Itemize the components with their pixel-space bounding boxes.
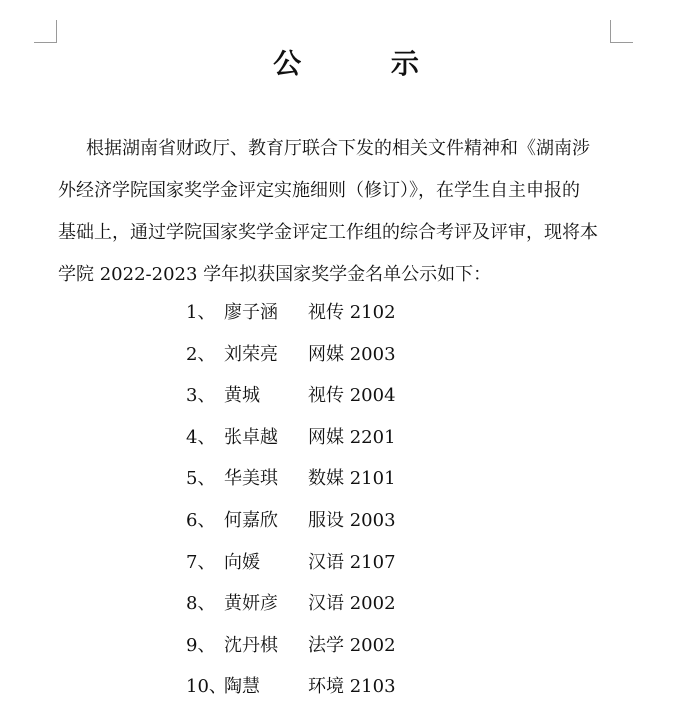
list-item-class: 网媒 2201 [308, 426, 396, 448]
list-item-number: 5、 [186, 468, 216, 490]
list-item-number: 7、 [186, 551, 216, 573]
list-item-number: 1、 [186, 302, 216, 323]
crop-mark-top-right [610, 20, 633, 43]
list-item-class: 数媒 2101 [308, 468, 396, 490]
paragraph-line: 基础上，通过学院国家奖学金评定工作组的综合考评及评审，现将本 [58, 222, 598, 243]
list-item [186, 542, 428, 584]
list-item-number: 4、 [186, 426, 216, 448]
list-item-class: 环境 2103 [308, 676, 396, 698]
list-item [186, 292, 428, 334]
list-item-number: 2、 [186, 343, 216, 365]
list-item [186, 583, 428, 625]
list-item-name: 何嘉欣 [224, 509, 278, 531]
list-item-name: 向媛 [224, 551, 260, 573]
announcement-paragraph [58, 128, 624, 296]
list-item-class: 法学 2002 [308, 634, 396, 656]
list-item [186, 417, 428, 459]
list-item-name: 陶慧 [224, 676, 260, 698]
list-item [186, 666, 428, 708]
list-item-name: 华美琪 [224, 468, 278, 490]
list-item [186, 375, 428, 417]
list-item [186, 625, 428, 667]
list-item-class: 服设 2003 [308, 509, 396, 531]
list-item-number: 6、 [186, 509, 216, 531]
list-item-name: 黄城 [224, 385, 260, 407]
paragraph-line: 外经济学院国家奖学金评定实施细则（修订）》，在学生自主申报的 [58, 180, 580, 201]
list-item-number: 3、 [186, 385, 216, 407]
list-item-number: 9、 [186, 634, 216, 656]
scholarship-list [186, 292, 428, 708]
list-item-class: 汉语 2002 [308, 593, 396, 615]
list-item-name: 廖子涵 [224, 302, 278, 323]
list-item-class: 汉语 2107 [308, 551, 396, 573]
list-item-class: 视传 2004 [308, 385, 396, 407]
list-item-name: 沈丹棋 [224, 634, 278, 656]
list-item-class: 网媒 2003 [308, 343, 396, 365]
list-item [186, 334, 428, 376]
list-item [186, 458, 428, 500]
list-item-name: 刘荣亮 [224, 343, 278, 365]
list-item [186, 500, 428, 542]
list-item-number: 8、 [186, 593, 216, 615]
list-item-name: 张卓越 [224, 426, 278, 448]
document-title: 公 示 [273, 47, 459, 80]
paragraph-line: 学院 2022-2023 学年拟获国家奖学金名单公示如下： [58, 264, 492, 285]
list-item-name: 黄妍彦 [224, 593, 278, 615]
paragraph-line: 根据湖南省财政厅、教育厅联合下发的相关文件精神和《湖南涉 [86, 138, 590, 159]
list-item-class: 视传 2102 [308, 302, 396, 323]
list-item-number: 10、 [186, 676, 227, 698]
crop-mark-top-left [34, 20, 57, 43]
